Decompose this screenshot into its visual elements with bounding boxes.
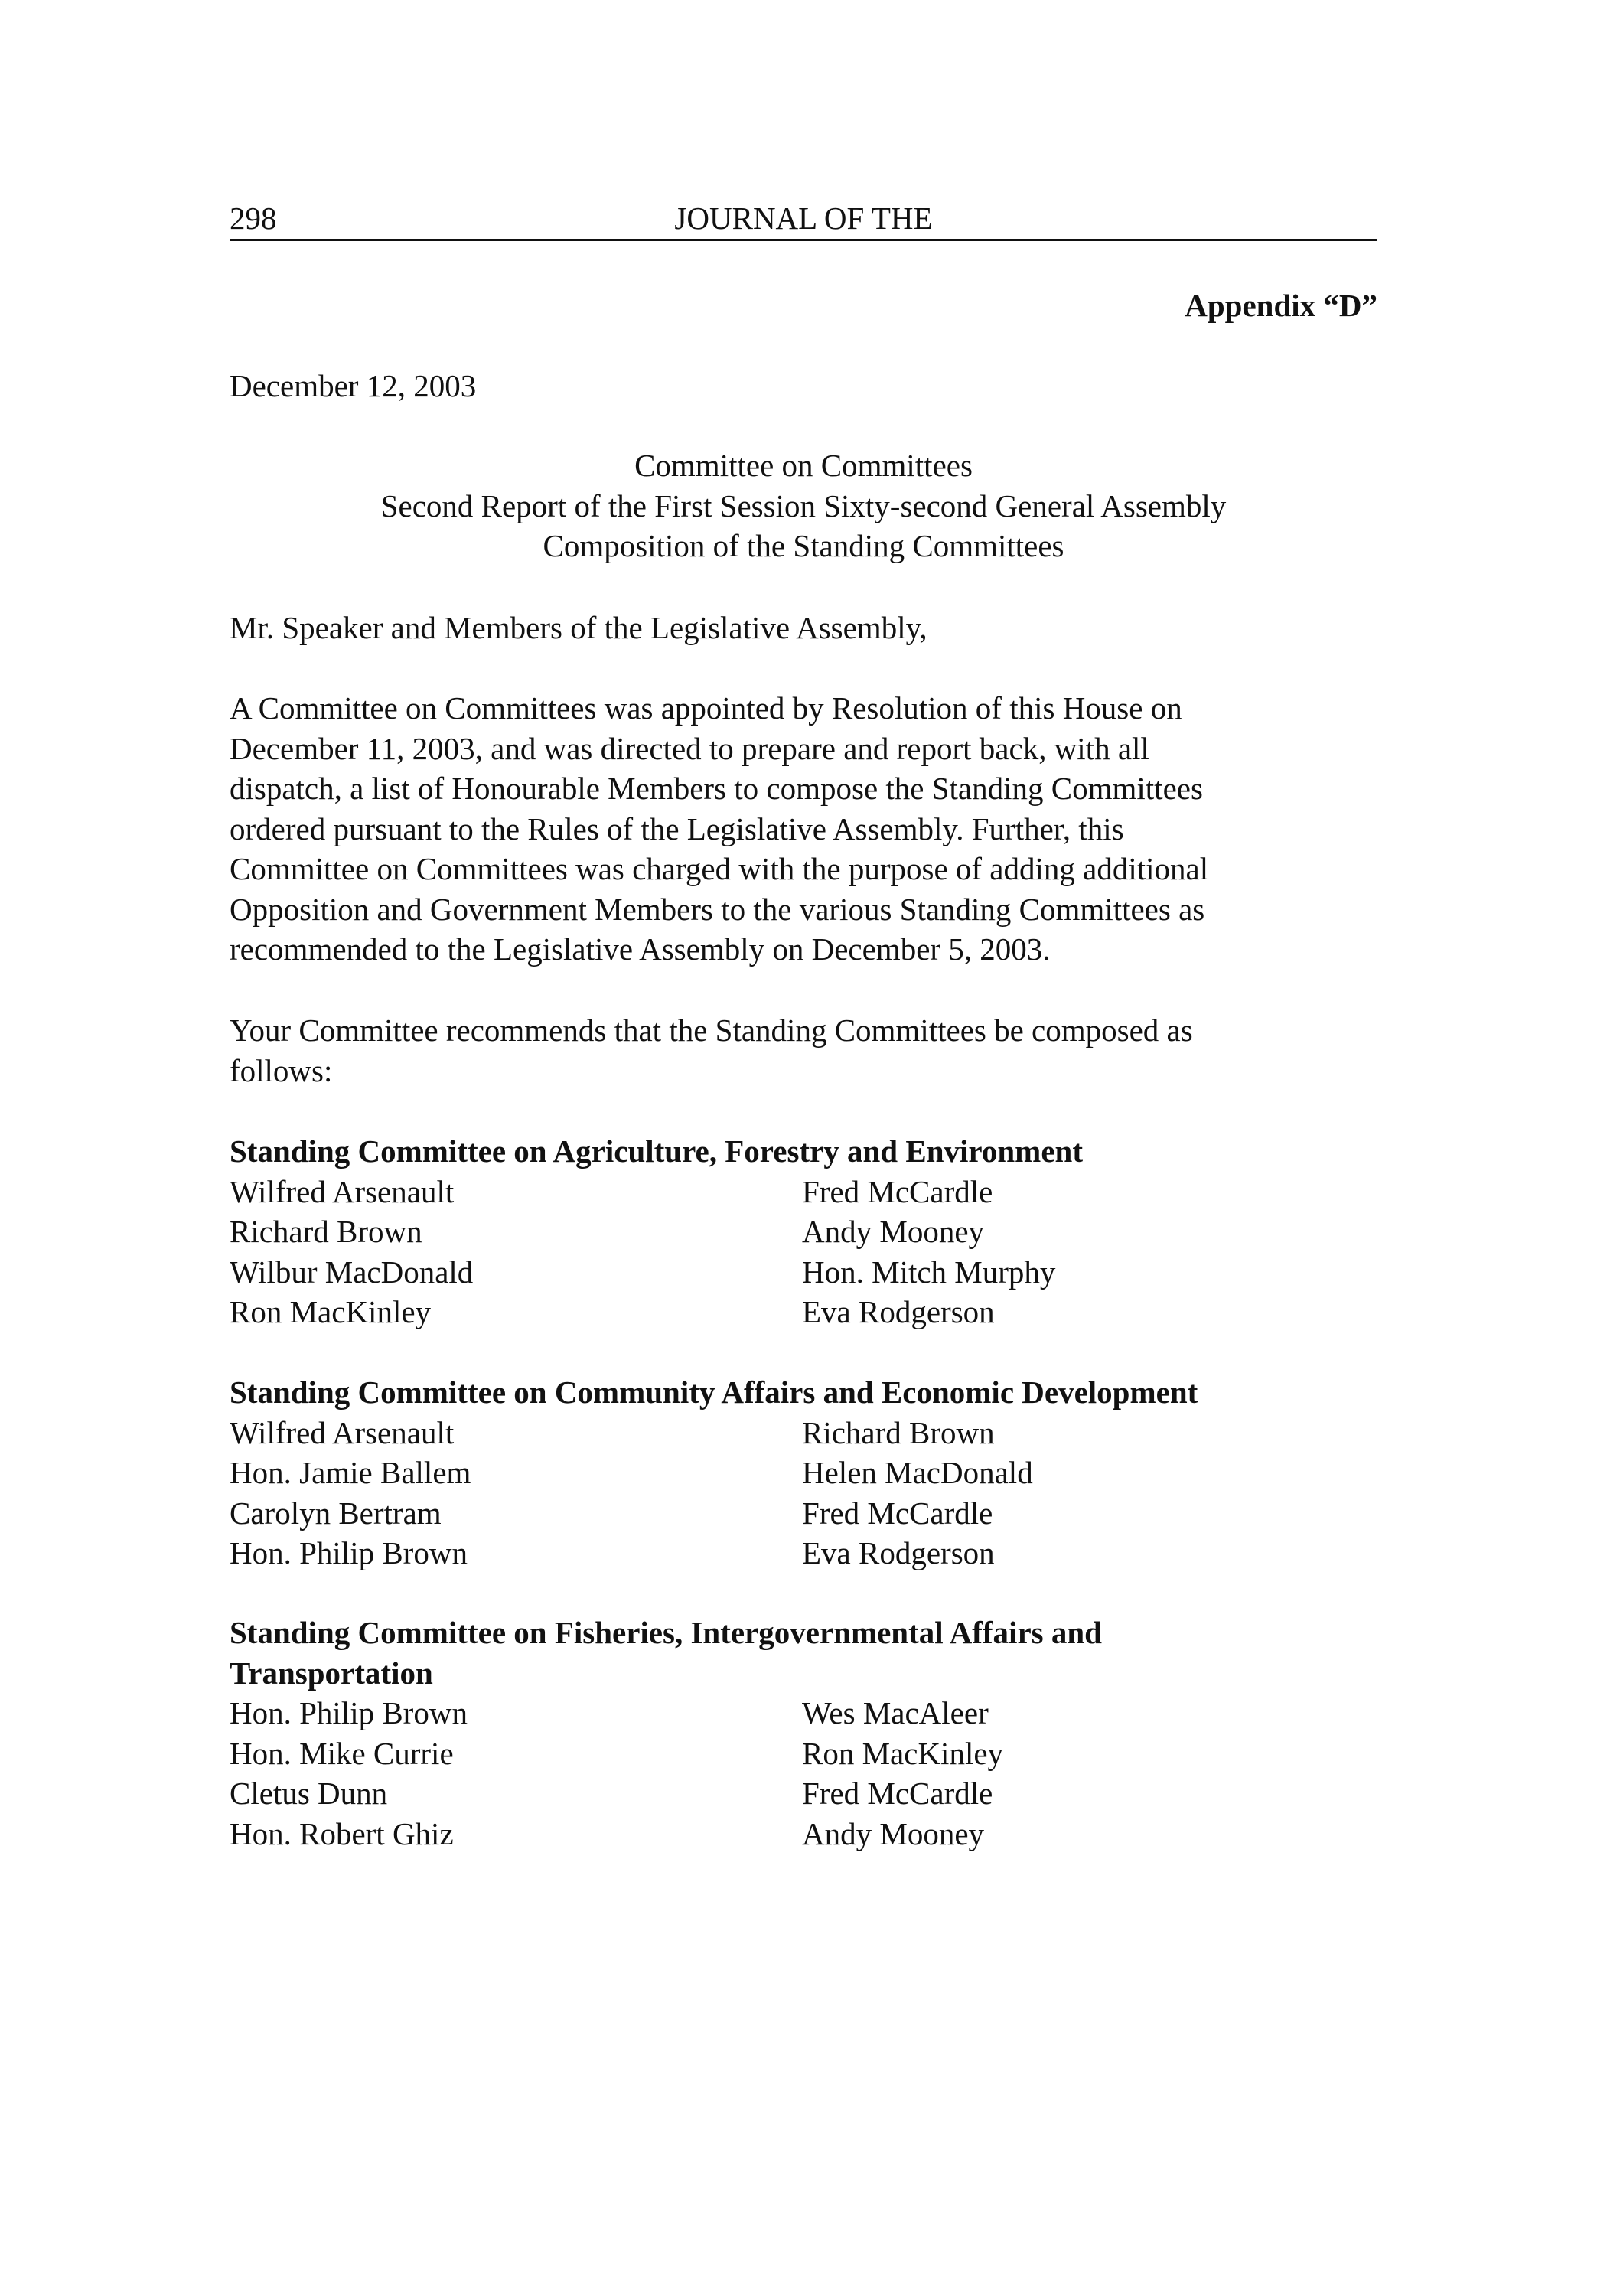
report-titles (230, 445, 1377, 566)
salutation: Mr. Speaker and Members of the Legislative Assembly, (230, 610, 927, 645)
member-row (230, 1493, 1377, 1534)
member-row (230, 1533, 1377, 1574)
member-name: Wilbur MacDonald (230, 1254, 474, 1290)
running-title: JOURNAL OF THE (674, 201, 933, 236)
paragraph-line: ordered pursuant to the Rules of the Legislative Assembly. Further, this (230, 810, 1124, 846)
report-date: December 12, 2003 (230, 368, 477, 403)
paragraph-line: recommended to the Legislative Assembly on December 5, 2003. (230, 931, 1051, 967)
paragraph-line: dispatch, a list of Honourable Members to compose the Standing Committees (230, 771, 1203, 806)
paragraph-line: A Committee on Committees was appointed by Resolution of this House on (230, 690, 1182, 726)
report-title-composition: Composition of the Standing Committees (543, 528, 1064, 563)
member-name: Fred McCardle (802, 1495, 993, 1531)
member-name: Fred McCardle (802, 1173, 993, 1209)
member-row (230, 1814, 1377, 1854)
member-row (230, 1773, 1377, 1814)
committee-title-continued: Transportation (230, 1655, 433, 1691)
paragraph-line: Opposition and Government Members to the various Standing Committees as (230, 891, 1205, 927)
member-name: Hon. Mike Currie (230, 1735, 454, 1771)
report-title-committee: Committee on Committees (634, 448, 973, 483)
paragraph-line: December 11, 2003, and was directed to prepare and report back, with all (230, 730, 1149, 766)
member-row (230, 1172, 1377, 1212)
committee-title: Standing Committee on Agriculture, Forestry and Environment (230, 1133, 1083, 1169)
member-name: Hon. Philip Brown (230, 1695, 468, 1730)
committee-community-affairs (230, 1372, 1377, 1574)
member-name: Wes MacAleer (802, 1695, 989, 1730)
report-title-session: Second Report of the First Session Sixty-second General Assembly (380, 488, 1227, 523)
member-name: Ron MacKinley (230, 1294, 432, 1329)
member-name: Andy Mooney (802, 1214, 985, 1249)
paragraph-line: follows: (230, 1052, 333, 1088)
journal-page (230, 0, 1377, 2296)
member-name: Cletus Dunn (230, 1776, 388, 1811)
member-name: Helen MacDonald (802, 1455, 1033, 1490)
member-name: Ron MacKinley (802, 1735, 1004, 1771)
member-row (230, 1252, 1377, 1293)
member-name: Hon. Robert Ghiz (230, 1815, 454, 1851)
member-name: Hon. Mitch Murphy (802, 1254, 1056, 1290)
member-row (230, 1413, 1377, 1453)
member-name: Richard Brown (230, 1214, 422, 1249)
intro-paragraph (230, 688, 1377, 970)
recommendation-paragraph (230, 1010, 1377, 1091)
committee-fisheries (230, 1613, 1377, 1854)
page-header (230, 197, 1377, 241)
member-name: Fred McCardle (802, 1776, 993, 1811)
appendix-label: Appendix “D” (1185, 288, 1377, 323)
member-name: Richard Brown (802, 1414, 995, 1450)
member-row (230, 1693, 1377, 1733)
committee-title: Standing Committee on Community Affairs and Economic Development (230, 1375, 1198, 1410)
page-number: 298 (230, 201, 277, 236)
member-name: Wilfred Arsenault (230, 1173, 455, 1209)
member-row (230, 1212, 1377, 1252)
member-name: Hon. Jamie Ballem (230, 1455, 471, 1490)
paragraph-line: Your Committee recommends that the Standing Committees be composed as (230, 1013, 1193, 1048)
member-name: Eva Rodgerson (802, 1535, 995, 1570)
member-name: Carolyn Bertram (230, 1495, 442, 1531)
member-name: Wilfred Arsenault (230, 1414, 455, 1450)
member-row (230, 1733, 1377, 1774)
committee-title: Standing Committee on Fisheries, Intergovernmental Affairs and (230, 1615, 1102, 1650)
member-name: Eva Rodgerson (802, 1294, 995, 1329)
member-name: Hon. Philip Brown (230, 1535, 468, 1570)
member-name: Andy Mooney (802, 1815, 985, 1851)
member-row (230, 1453, 1377, 1493)
paragraph-line: Committee on Committees was charged with the purpose of adding additional (230, 851, 1209, 886)
member-row (230, 1292, 1377, 1332)
committee-agriculture (230, 1131, 1377, 1332)
